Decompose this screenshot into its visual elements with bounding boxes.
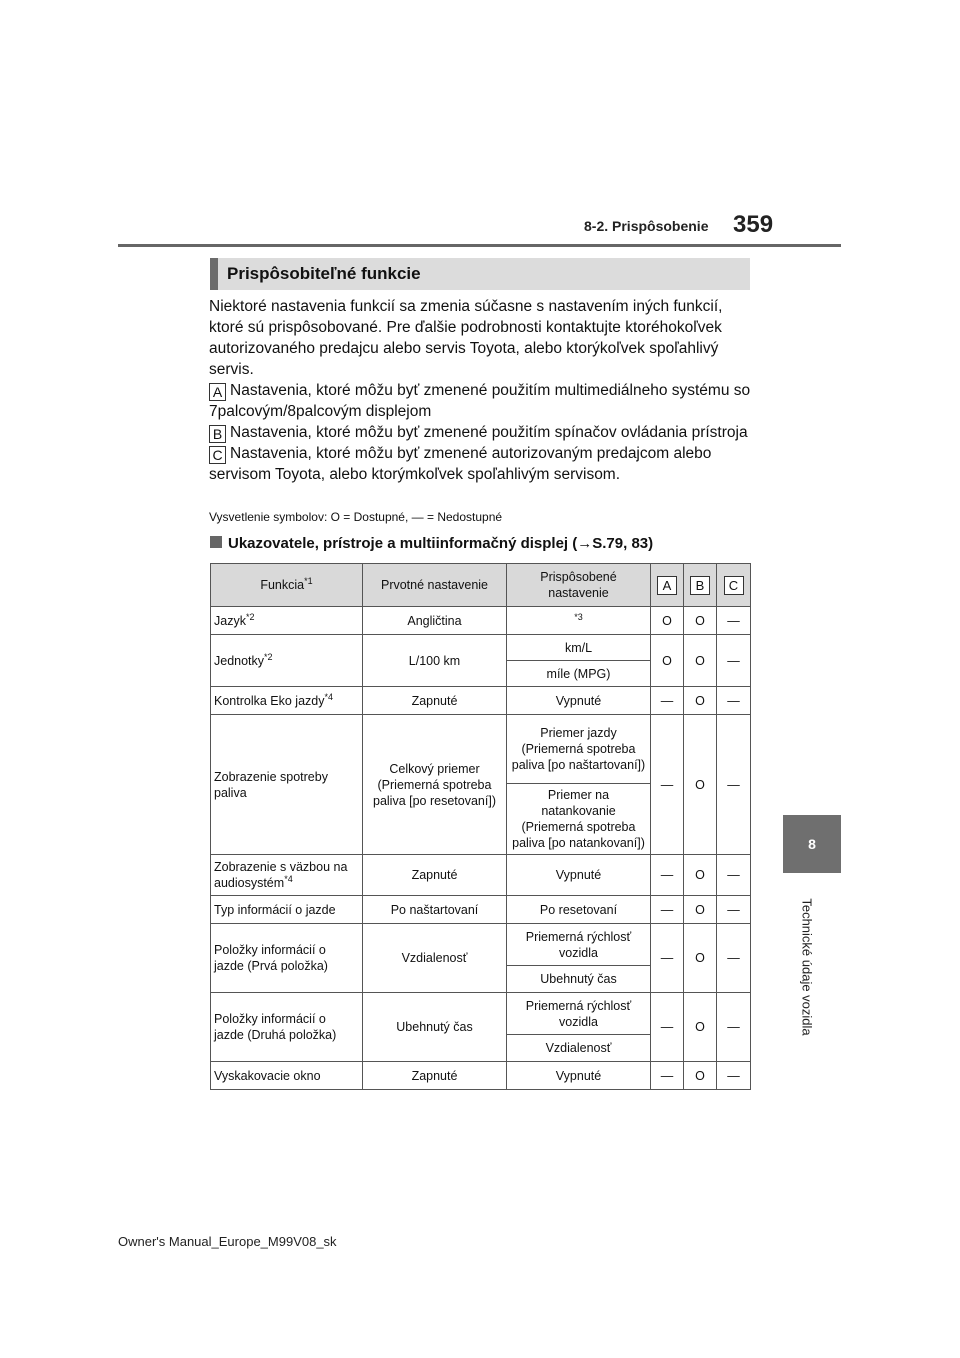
th-custom: Prispôsobené nastavenie — [507, 564, 651, 607]
th-a — [651, 564, 684, 607]
th-default: Prvotné nastavenie — [363, 564, 507, 607]
label-a-box: A — [209, 383, 226, 401]
footer-text: Owner's Manual_Europe_M99V08_sk — [118, 1234, 337, 1249]
section-title-text: Prispôsobiteľné funkcie — [227, 264, 421, 283]
page-number: 359 — [733, 211, 774, 238]
table-row: Jednotky$^{*2}$ L/100 km km/L O O — — [211, 635, 751, 661]
table-subrow: Vzdialenosť — [211, 1035, 751, 1062]
footnote-ref: *1 — [304, 575, 313, 586]
table-header-row — [211, 564, 751, 607]
table-row: Zobrazenie spotreby paliva Celkový priemer (Priemerná spotreba paliva [po resetovaní]) Priemer jazdy (Priemerná spotreba paliva [po naštartovaní]) — O — — [211, 715, 751, 784]
header-b-box: B — [690, 576, 710, 595]
table-subrow: Priemer na natankovanie (Priemerná spotreba paliva [po natankovaní]) — [211, 784, 751, 855]
table-row: Zobrazenie s väzbou na audiosystém$^{*4}$ Zapnuté Vypnuté — O — — [211, 855, 751, 896]
table-row: Kontrolka Eko jazdy$^{*4}$ Zapnuté Vypnuté — O — — [211, 687, 751, 715]
note-a-text: Nastavenia, ktoré môžu byť zmenené použitím multimediálneho systému so 7palcovým/8palcovým displejom — [209, 382, 751, 420]
table-row: Vyskakovacie okno Zapnuté Vypnuté — O — — [211, 1062, 751, 1090]
table-subrow: Ubehnutý čas — [211, 966, 751, 993]
table-subrow: míle (MPG) — [211, 661, 751, 687]
th-c — [717, 564, 751, 607]
note-b — [209, 422, 754, 443]
label-b-box: B — [209, 425, 226, 443]
note-b-text: Nastavenia, ktoré môžu byť zmenené použitím spínačov ovládania prístroja — [230, 424, 748, 441]
square-bullet-icon — [210, 536, 222, 548]
note-c — [209, 443, 754, 485]
header-c-box: C — [724, 576, 744, 595]
label-c-box: C — [209, 446, 226, 464]
header-section: 8-2. Prispôsobenie — [584, 218, 709, 234]
note-a — [209, 380, 754, 422]
note-c-text: Nastavenia, ktoré môžu byť zmenené autorizovaným predajcom alebo servisom Toyota, alebo ktorýmkoľvek spoľahlivým servisom. — [209, 445, 712, 483]
chapter-tab-label — [796, 884, 818, 1049]
table-row: Jazyk$^{*2}$ Angličtina $^{*3}$ O O — — [211, 607, 751, 635]
header-a-box: A — [657, 576, 677, 595]
chapter-tab: 8 — [783, 815, 841, 873]
th-b — [684, 564, 717, 607]
table-row: Položky informácií o jazde (Prvá položka) Vzdialenosť Priemerná rýchlosť vozidla — O — — [211, 924, 751, 966]
table-row: Typ informácií o jazde Po naštartovaní Po resetovaní — O — — [211, 896, 751, 924]
intro-paragraph: Niektoré nastavenia funkcií sa zmenia súčasne s nastavením iných funkcií, ktoré sú prispôsobované. Pre ďalšie podrobnosti kontaktujte ktoréhokoľvek autorizovaného predajcu alebo servis Toyota, alebo ktorýkoľvek spoľahlivý servis. — [209, 298, 723, 378]
table-row: Položky informácií o jazde (Druhá položka) Ubehnutý čas Priemerná rýchlosť vozidla — O — — [211, 993, 751, 1035]
subsection-title: Ukazovatele, prístroje a multiinformačný displej (→S.79, 83) — [228, 535, 654, 552]
section-title — [210, 258, 750, 290]
intro-block — [209, 296, 754, 485]
header-rule — [118, 244, 841, 247]
subsection-heading — [210, 535, 653, 552]
settings-table — [210, 563, 751, 1090]
th-function: Funkcia$^{*1}$ — [211, 564, 363, 607]
symbol-legend: Vysvetlenie symbolov: O = Dostupné, — = Nedostupné — [209, 510, 503, 524]
chapter-tab-text: Technické údaje vozidla — [799, 897, 815, 1036]
